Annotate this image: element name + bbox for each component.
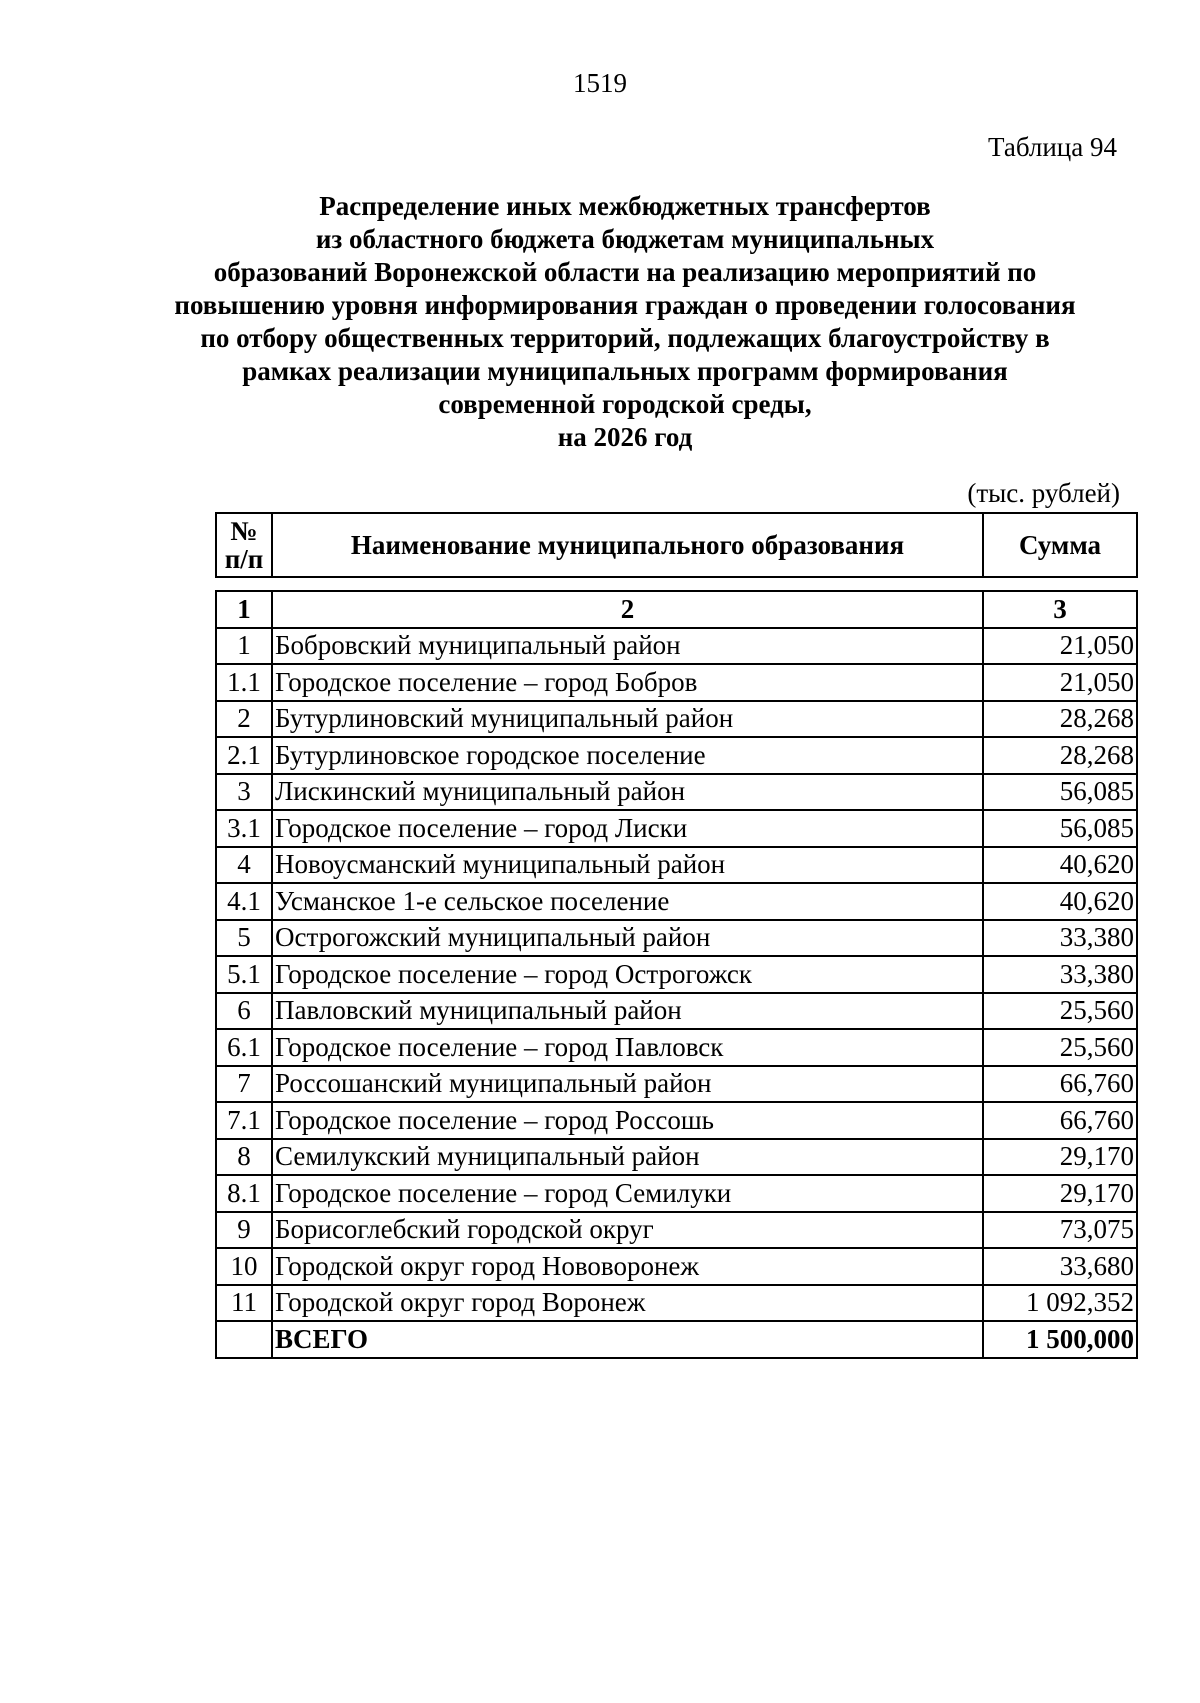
row-number: 10	[216, 1248, 272, 1285]
table-row	[216, 701, 1137, 738]
header-num-line1: №	[230, 516, 258, 546]
row-name: Городское поселение – город Павловск	[272, 1029, 983, 1066]
data-table	[215, 590, 1138, 1359]
title-line: на 2026 год	[557, 422, 693, 452]
table-row	[216, 956, 1137, 993]
row-sum: 1 092,352	[983, 1285, 1137, 1322]
row-sum: 40,620	[983, 847, 1137, 884]
table-row	[216, 1102, 1137, 1139]
row-sum: 28,268	[983, 737, 1137, 774]
row-sum: 56,085	[983, 810, 1137, 847]
title-line: рамках реализации муниципальных программ формирования	[242, 356, 1008, 386]
total-number	[216, 1321, 272, 1358]
row-name: Городской округ город Воронеж	[272, 1285, 983, 1322]
table-row	[216, 1139, 1137, 1176]
row-number: 7	[216, 1066, 272, 1103]
units-label: (тыс. рублей)	[967, 478, 1120, 508]
table-header	[215, 512, 1138, 578]
table-body	[216, 591, 1137, 1358]
table-row	[216, 774, 1137, 811]
row-number: 9	[216, 1212, 272, 1249]
table-row	[216, 1248, 1137, 1285]
row-name: Павловский муниципальный район	[272, 993, 983, 1030]
header-num-line2: п/п	[224, 544, 264, 574]
row-number: 4	[216, 847, 272, 884]
total-row	[216, 1321, 1137, 1358]
column-number: 3	[983, 591, 1137, 628]
title-line: образований Воронежской области на реализацию мероприятий по	[213, 257, 1037, 287]
total-sum: 1 500,000	[983, 1321, 1137, 1358]
row-name: Новоусманский муниципальный район	[272, 847, 983, 884]
title-line: современной городской среды,	[438, 389, 812, 419]
row-name: Семилукский муниципальный район	[272, 1139, 983, 1176]
page-number: 1519	[573, 68, 627, 98]
row-sum: 21,050	[983, 664, 1137, 701]
row-name: Городское поселение – город Семилуки	[272, 1175, 983, 1212]
title-line: по отбору общественных территорий, подлежащих благоустройству в	[200, 323, 1050, 353]
table-row	[216, 847, 1137, 884]
row-number: 1	[216, 628, 272, 665]
row-number: 6	[216, 993, 272, 1030]
table-row	[216, 810, 1137, 847]
row-number: 6.1	[216, 1029, 272, 1066]
row-sum: 25,560	[983, 993, 1137, 1030]
row-number: 8.1	[216, 1175, 272, 1212]
row-sum: 66,760	[983, 1066, 1137, 1103]
title-line: Распределение иных межбюджетных трансфертов	[319, 191, 931, 221]
document-title	[160, 190, 1090, 454]
table-row	[216, 628, 1137, 665]
title-line: повышению уровня информирования граждан о проведении голосования	[174, 290, 1076, 320]
row-name: Бутурлиновское городское поселение	[272, 737, 983, 774]
row-sum: 29,170	[983, 1175, 1137, 1212]
table-label: Таблица 94	[988, 132, 1117, 162]
row-name: Усманское 1-е сельское поселение	[272, 883, 983, 920]
table-row	[216, 737, 1137, 774]
row-sum: 73,075	[983, 1212, 1137, 1249]
row-sum: 66,760	[983, 1102, 1137, 1139]
row-number: 7.1	[216, 1102, 272, 1139]
row-sum: 56,085	[983, 774, 1137, 811]
row-number: 11	[216, 1285, 272, 1322]
row-number: 3.1	[216, 810, 272, 847]
table-row	[216, 1175, 1137, 1212]
row-name: Борисоглебский городской округ	[272, 1212, 983, 1249]
table-row	[216, 1285, 1137, 1322]
row-sum: 25,560	[983, 1029, 1137, 1066]
table-row	[216, 993, 1137, 1030]
header-sum: Сумма	[983, 513, 1137, 577]
header-num	[216, 513, 272, 577]
title-line: из областного бюджета бюджетам муниципальных	[315, 224, 935, 254]
total-label: ВСЕГО	[272, 1321, 983, 1358]
row-number: 4.1	[216, 883, 272, 920]
table-row	[216, 883, 1137, 920]
row-name: Городское поселение – город Лиски	[272, 810, 983, 847]
row-sum: 21,050	[983, 628, 1137, 665]
column-numbers-row	[216, 591, 1137, 628]
row-sum: 33,680	[983, 1248, 1137, 1285]
row-number: 2.1	[216, 737, 272, 774]
table-row	[216, 1029, 1137, 1066]
column-number: 2	[272, 591, 983, 628]
row-name: Острогожский муниципальный район	[272, 920, 983, 957]
row-name: Городское поселение – город Острогожск	[272, 956, 983, 993]
row-number: 5	[216, 920, 272, 957]
row-sum: 40,620	[983, 883, 1137, 920]
row-sum: 28,268	[983, 701, 1137, 738]
row-number: 1.1	[216, 664, 272, 701]
row-sum: 33,380	[983, 920, 1137, 957]
row-name: Городское поселение – город Бобров	[272, 664, 983, 701]
row-number: 2	[216, 701, 272, 738]
row-sum: 33,380	[983, 956, 1137, 993]
table-row	[216, 664, 1137, 701]
row-name: Бобровский муниципальный район	[272, 628, 983, 665]
table-row	[216, 920, 1137, 957]
table-row	[216, 1212, 1137, 1249]
row-sum: 29,170	[983, 1139, 1137, 1176]
table-row	[216, 1066, 1137, 1103]
row-name: Лискинский муниципальный район	[272, 774, 983, 811]
row-name: Бутурлиновский муниципальный район	[272, 701, 983, 738]
row-number: 5.1	[216, 956, 272, 993]
row-name: Городской округ город Нововоронеж	[272, 1248, 983, 1285]
row-number: 3	[216, 774, 272, 811]
header-name: Наименование муниципального образования	[272, 513, 983, 577]
row-name: Городское поселение – город Россошь	[272, 1102, 983, 1139]
row-number: 8	[216, 1139, 272, 1176]
column-number: 1	[216, 591, 272, 628]
row-name: Россошанский муниципальный район	[272, 1066, 983, 1103]
